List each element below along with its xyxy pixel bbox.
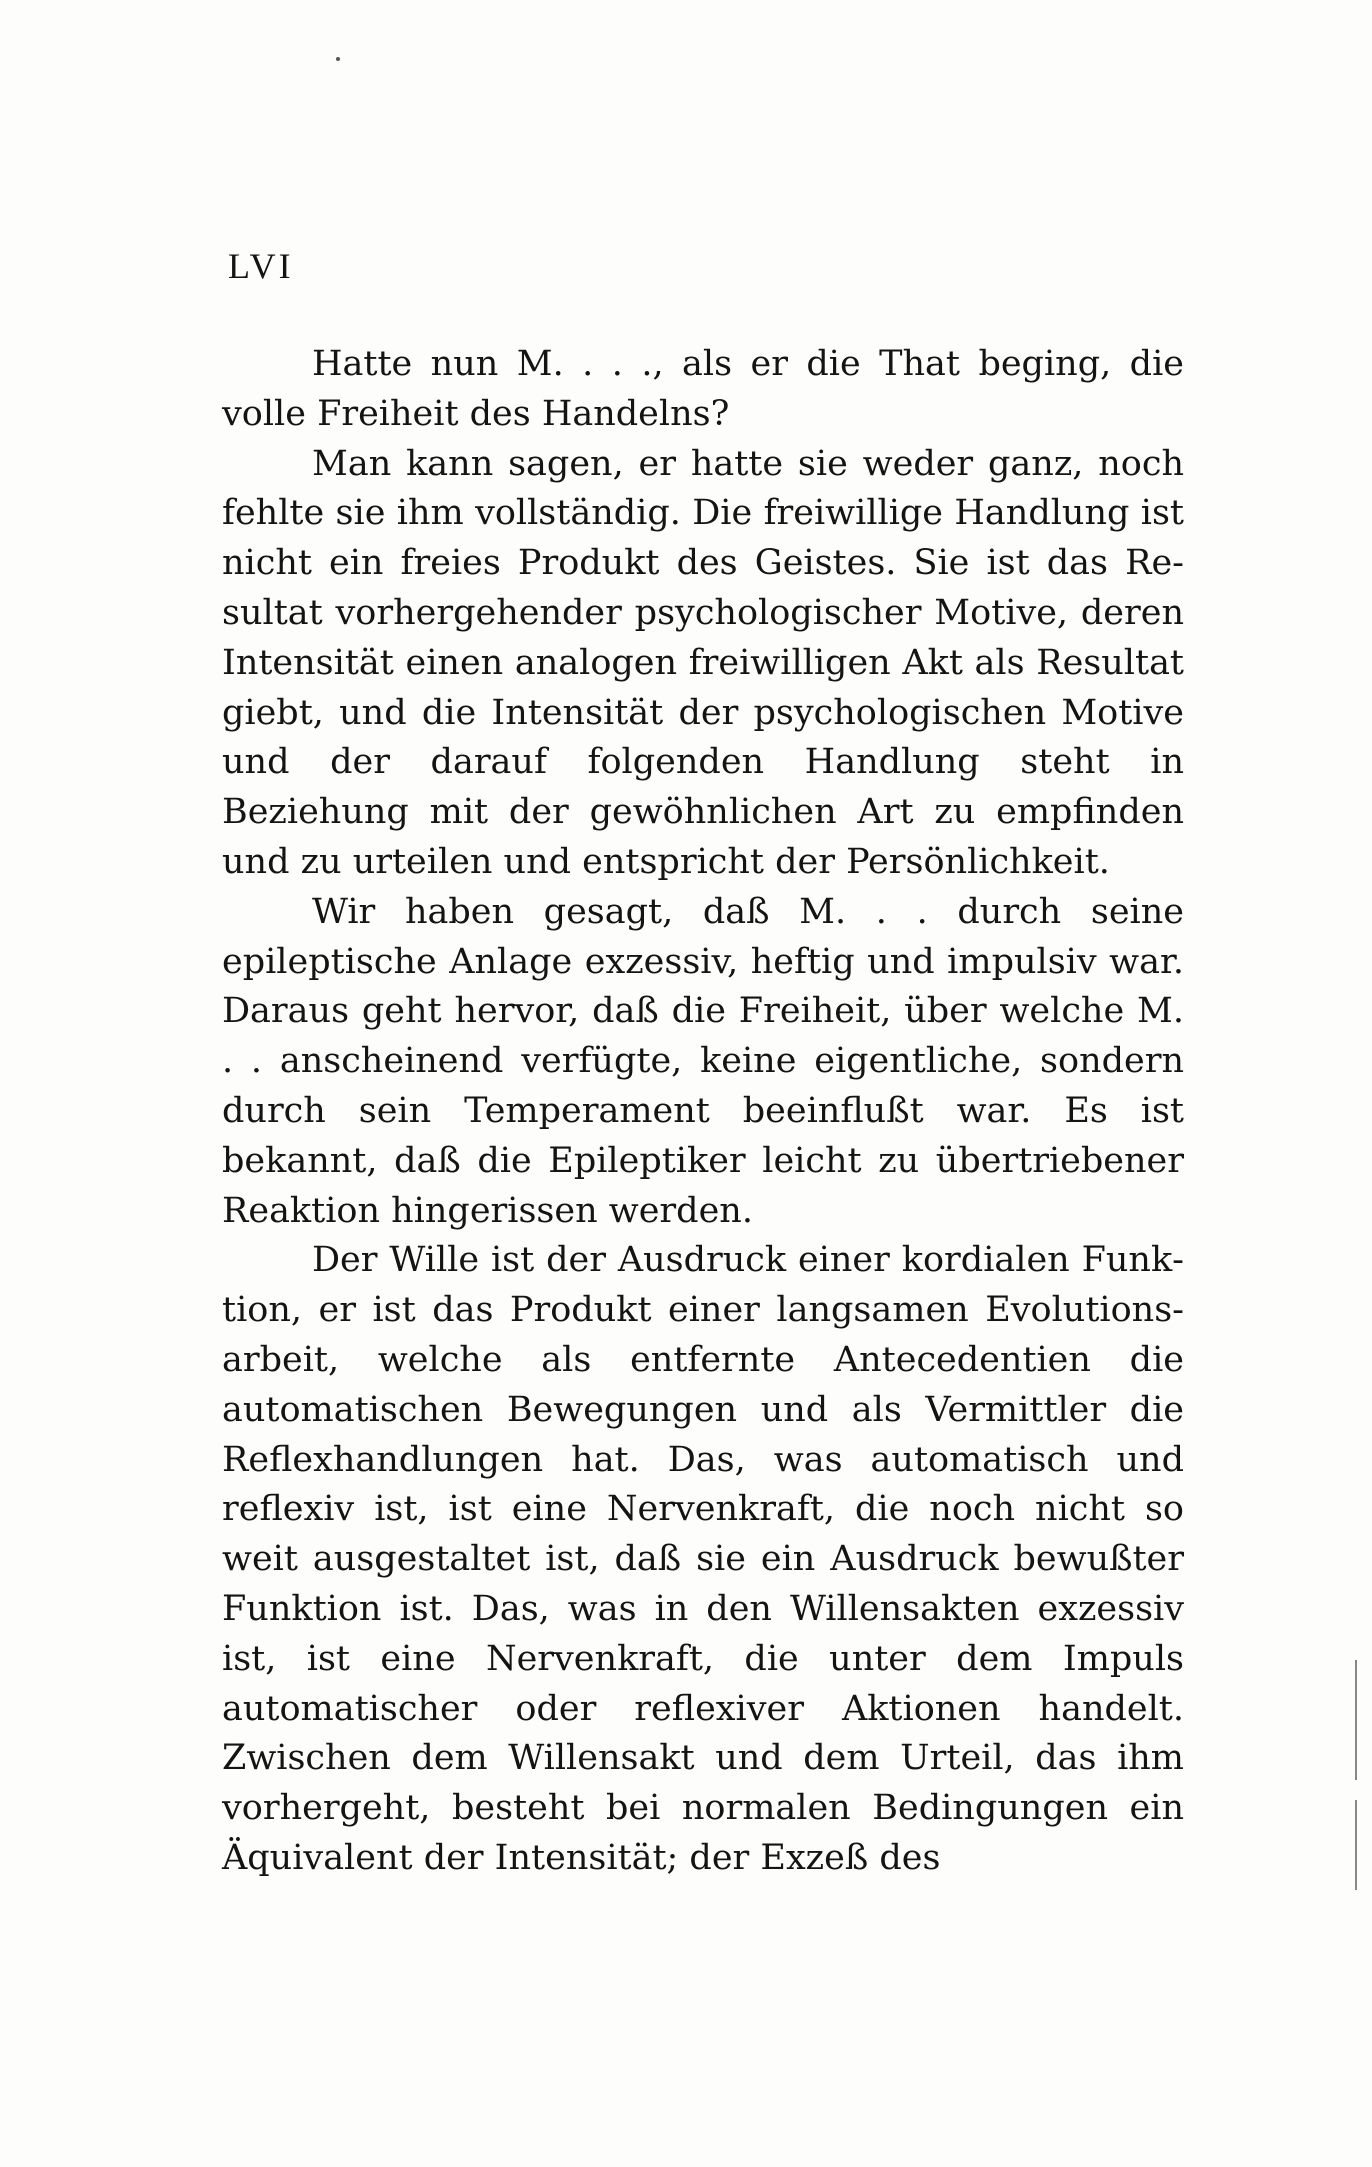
paragraph: Hatte nun M. . . ., als er die That beging, die volle Freiheit des Handelns? (222, 344, 1184, 434)
paragraph: Man kann sagen, er hatte sie weder ganz, noch fehlte sie ihm vollständig. Die freiwillige Handlung ist nicht ein freies Produkt des Geistes. Sie ist das Resultat vorhergehender psychologischer Motive, deren Intensität einen analogen freiwilligen Akt als Resultat giebt, und die Intensität der psychologischen Motive und der darauf folgenden Handlung steht in Beziehung mit der gewöhnlichen Art zu empfinden und zu urteilen und entspricht der Persönlichkeit. (222, 443, 1184, 882)
ink-speck (336, 57, 340, 61)
body-text (222, 340, 1184, 1884)
paragraph: Der Wille ist der Ausdruck einer kordialen Funktion, er ist das Produkt einer langsamen Evolutionsarbeit, welche als entfernte Antecedentien die automatischen Bewegungen und als Vermittler die Reflexhandlungen hat. Das, was automatisch und reflexiv ist, ist eine Nervenkraft, die noch nicht so weit ausgestaltet ist, daß sie ein Ausdruck bewußter Funktion ist. Das, was in den Willensakten exzessiv ist, ist eine Nervenkraft, die unter dem Impuls automatischer oder reflexiver Aktionen handelt. Zwischen dem Willensakt und dem Urteil, das ihm vorhergeht, besteht bei normalen Bedingungen ein Äquivalent der Intensität; der Exzeß des (222, 1240, 1184, 1878)
scan-edge-mark (1355, 1660, 1357, 1780)
page-number: LVI (228, 246, 294, 286)
paragraph: Wir haben gesagt, daß M. . . durch seine epileptische Anlage exzessiv, heftig und impulsiv war. Daraus geht hervor, daß die Freiheit, über welche M. . . anscheinend verfügte, keine eigentliche, sondern durch sein Temperament beeinflußt war. Es ist bekannt, daß die Epileptiker leicht zu übertriebener Reaktion hingerissen werden. (222, 891, 1184, 1231)
scan-edge-mark (1355, 1800, 1357, 1890)
